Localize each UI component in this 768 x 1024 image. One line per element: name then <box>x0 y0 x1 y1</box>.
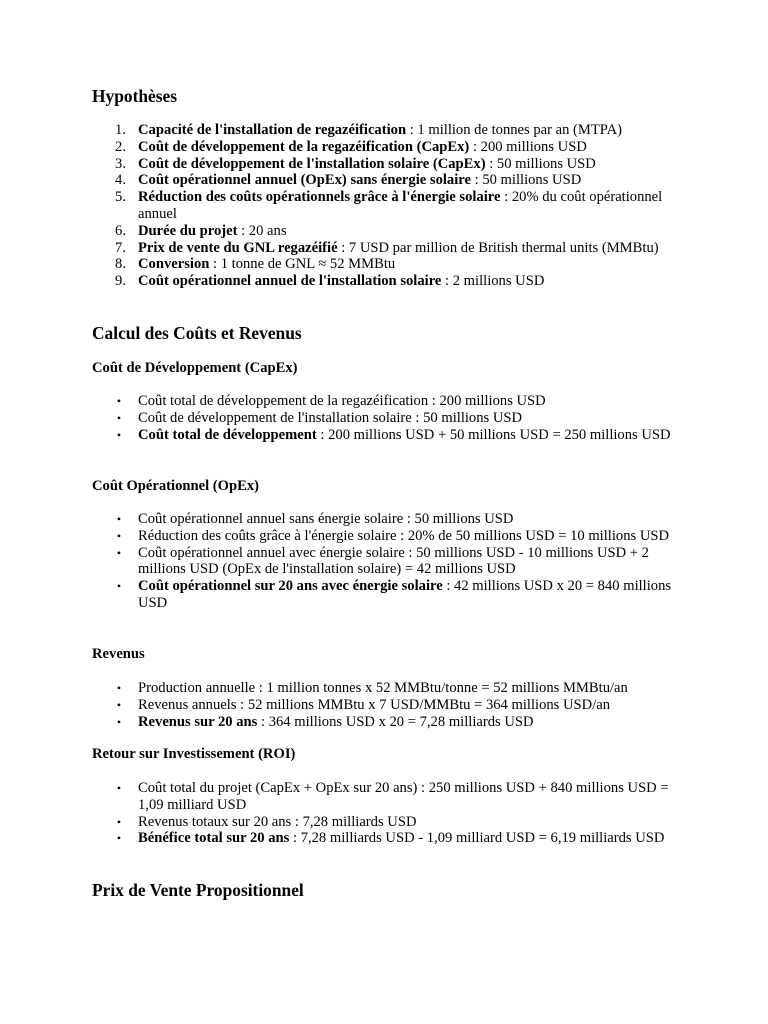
roi-list <box>92 780 682 847</box>
item-text: : 7,28 milliards USD - 1,09 milliard USD = 6,19 milliards USD <box>289 830 665 847</box>
bullet-icon: • <box>116 714 122 729</box>
list-item: 9. Coût opérationnel annuel de l'installation solaire : 2 millions USD <box>115 273 545 290</box>
list-item: 4. Coût opérationnel annuel (OpEx) sans énergie solaire : 50 millions USD <box>115 172 582 189</box>
list-item <box>92 780 682 814</box>
item-label: Conversion <box>138 256 210 273</box>
item-label: Durée du projet <box>138 222 238 239</box>
item-label: Revenus sur 20 ans <box>138 713 258 730</box>
list-item <box>92 410 682 427</box>
list-item: 5. Réduction des coûts opérationnels grâce à l'énergie solaire : 20% du coût opérationnel annuel <box>115 189 663 222</box>
list-item <box>92 578 682 612</box>
list-item: 8. Conversion : 1 tonne de GNL ≈ 52 MMBtu <box>115 256 396 273</box>
revenus-list <box>92 680 682 730</box>
item-text: Revenus annuels : 52 millions MMBtu x 7 USD/MMBtu = 364 millions USD/an <box>138 696 611 713</box>
heading-calcul: Calcul des Coûts et Revenus <box>92 323 302 343</box>
item-text: : 20 ans <box>237 222 287 239</box>
subheading-capex: Coût de Développement (CapEx) <box>92 360 298 376</box>
bullet-icon: • <box>116 545 122 560</box>
item-text: : 1 million de tonnes par an (MTPA) <box>406 122 622 138</box>
item-label: Coût opérationnel sur 20 ans avec énergie solaire <box>138 578 443 595</box>
list-item <box>92 814 682 831</box>
hypotheses-list <box>92 122 682 290</box>
list-item: 2. Coût de développement de la regazéification (CapEx) : 200 millions USD <box>115 138 587 155</box>
item-text: : 2 millions USD <box>441 273 545 290</box>
list-item <box>92 427 682 444</box>
list-item <box>92 545 682 579</box>
bullet-icon: • <box>116 814 122 829</box>
item-text: Revenus totaux sur 20 ans : 7,28 milliards USD <box>138 813 417 830</box>
item-label: Coût de développement de la regazéification (CapEx) <box>138 138 470 155</box>
item-text: : 50 millions USD <box>485 155 596 172</box>
item-text: Coût total de développement de la regazéification : 200 millions USD <box>138 393 546 409</box>
bullet-icon: • <box>116 781 122 795</box>
list-item <box>92 697 682 714</box>
subheading-roi: Retour sur Investissement (ROI) <box>92 746 296 762</box>
item-text: : 7 USD par million de British thermal units (MMBtu) <box>337 239 659 256</box>
bullet-icon: • <box>116 427 122 442</box>
heading-hypotheses: Hypothèses <box>92 86 178 106</box>
bullet-icon: • <box>116 528 122 543</box>
list-item <box>92 714 682 731</box>
item-label: Réduction des coûts opérationnels grâce à l'énergie solaire <box>138 189 501 206</box>
list-item <box>92 511 682 528</box>
item-text: Coût opérationnel annuel sans énergie solaire : 50 millions USD <box>138 511 514 527</box>
bullet-icon: • <box>116 512 122 526</box>
item-text: : 200 millions USD + 50 millions USD = 250 millions USD <box>316 426 671 443</box>
bullet-icon: • <box>116 410 122 425</box>
item-text: Coût opérationnel annuel avec énergie solaire : 50 millions USD - 10 millions USD + 2 millions USD (OpEx de l'installation solaire) = 42 millions USD <box>138 544 649 578</box>
item-label: Coût opérationnel annuel (OpEx) sans énergie solaire <box>138 172 471 189</box>
bullet-icon: • <box>116 831 122 846</box>
capex-list <box>92 393 682 443</box>
item-label: Coût total de développement <box>138 426 317 443</box>
list-item <box>92 528 682 545</box>
bullet-icon: • <box>116 681 122 695</box>
item-text: : 50 millions USD <box>470 172 582 189</box>
list-item: 7. Prix de vente du GNL regazéifié : 7 USD par million de British thermal units (MMBtu) <box>115 239 659 256</box>
item-label: Coût opérationnel annuel de l'installation solaire <box>138 273 442 290</box>
item-text: : 364 millions USD x 20 = 7,28 milliards USD <box>257 713 534 730</box>
item-label: Bénéfice total sur 20 ans <box>138 830 290 847</box>
heading-prix: Prix de Vente Propositionnel <box>92 880 304 900</box>
subheading-revenus: Revenus <box>92 646 145 662</box>
opex-list <box>92 511 682 612</box>
list-item: 3. Coût de développement de l'installation solaire (CapEx) : 50 millions USD <box>115 155 596 172</box>
item-text: : 42 millions USD x 20 = 840 millions USD <box>138 578 672 611</box>
list-item <box>92 830 682 847</box>
item-text: Production annuelle : 1 million tonnes x 52 MMBtu/tonne = 52 millions MMBtu/an <box>138 680 628 696</box>
subheading-opex: Coût Opérationnel (OpEx) <box>92 478 260 494</box>
item-label: Capacité de l'installation de regazéification <box>138 122 407 138</box>
list-item <box>92 393 682 410</box>
item-text: : 200 millions USD <box>469 138 587 155</box>
item-text: : 1 tonne de GNL ≈ 52 MMBtu <box>209 256 396 273</box>
item-label: Coût de développement de l'installation solaire (CapEx) <box>138 155 486 172</box>
list-item: 6. Durée du projet : 20 ans <box>115 222 287 239</box>
bullet-icon: • <box>116 579 122 594</box>
item-text: : 20% du coût opérationnel annuel <box>138 189 663 222</box>
item-text: Coût de développement de l'installation solaire : 50 millions USD <box>138 409 523 426</box>
item-text: Coût total du projet (CapEx + OpEx sur 20 ans) : 250 millions USD + 840 millions USD = 1,09 milliard USD <box>138 780 669 813</box>
item-label: Prix de vente du GNL regazéifié <box>138 239 338 256</box>
bullet-icon: • <box>116 394 122 408</box>
item-text: Réduction des coûts grâce à l'énergie solaire : 20% de 50 millions USD = 10 millions USD <box>138 527 670 544</box>
list-item: 1. Capacité de l'installation de regazéification : 1 million de tonnes par an (MTPA) <box>115 122 622 138</box>
list-item <box>92 680 682 697</box>
bullet-icon: • <box>116 697 122 712</box>
